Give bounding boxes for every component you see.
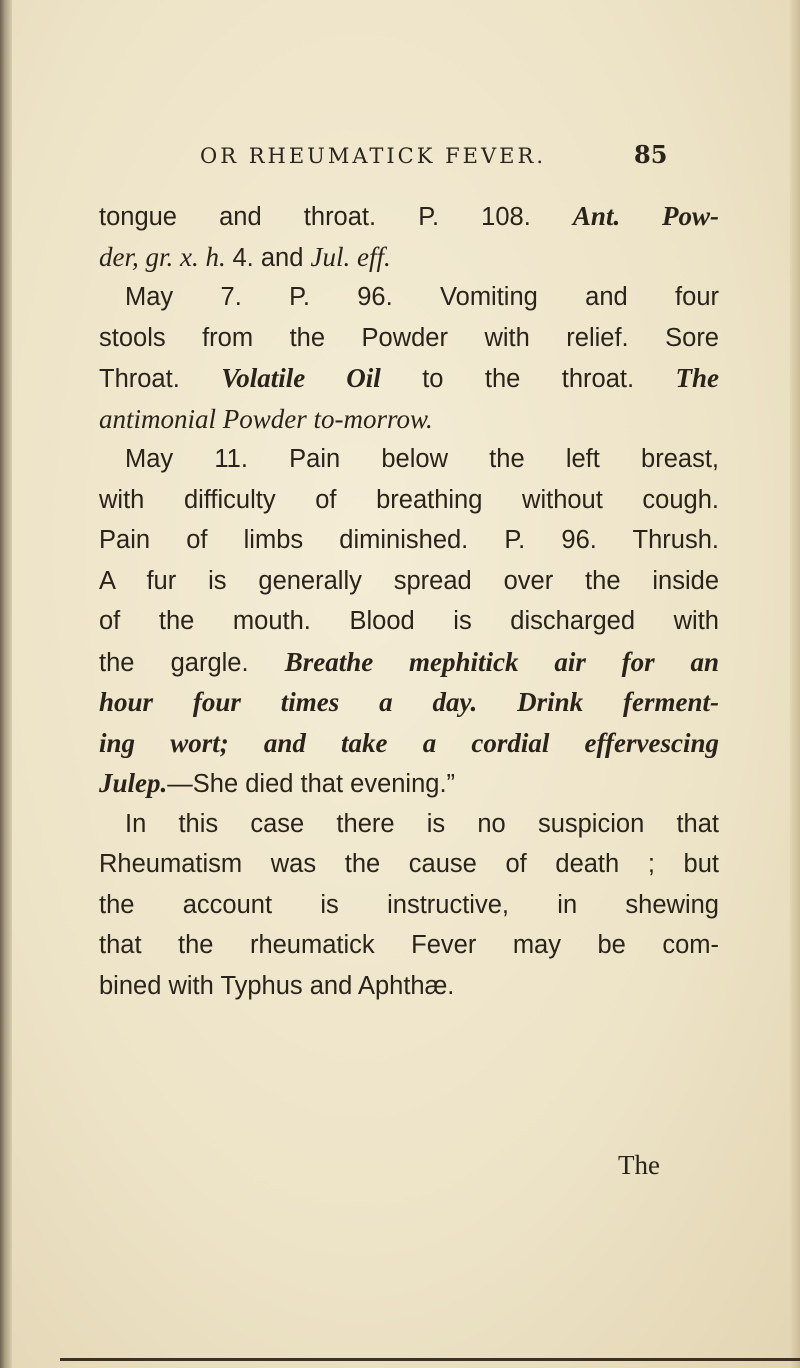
text-run: 4. and — [232, 243, 311, 272]
text-line-8: with difficulty of breathing without cough. — [99, 485, 719, 514]
text-line-1 — [99, 196, 719, 237]
body-text — [99, 196, 719, 1006]
text-line-9: Pain of limbs diminished. P. 96. Thrush. — [99, 526, 719, 554]
text-run: the gargle. — [99, 648, 285, 677]
text-run-italic: Julep. — [99, 768, 168, 798]
page-binding-shadow — [0, 0, 12, 1368]
text-line-11: of the mouth. Blood is discharged with — [99, 607, 719, 635]
text-line-20: bined with Typhus and Aphthæ. — [99, 971, 455, 1000]
text-line-16: In this case there is no suspicion that — [125, 809, 719, 838]
catchword: The — [618, 1150, 660, 1180]
page-number: 85 — [634, 140, 668, 169]
text-line-5 — [99, 358, 719, 399]
text-line-3: May 7. P. 96. Vomiting and four — [125, 283, 719, 311]
text-line-6: antimonial Powder to-morrow. — [99, 403, 433, 434]
text-run: tongue and throat. P. 108. — [99, 203, 573, 231]
page-edge — [790, 0, 800, 1368]
text-run-italic: Breathe mephitick air for an — [284, 646, 719, 677]
text-line-4: stools from the Powder with relief. Sore — [99, 323, 719, 352]
text-line-13: hour four times a day. Drink ferment- — [99, 687, 719, 717]
running-title: OR RHEUMATICK FEVER. — [200, 144, 546, 168]
text-line-12 — [99, 642, 719, 683]
text-run-italic: The — [675, 363, 719, 393]
text-line-14: ing wort; and take a cordial effervescing — [99, 727, 719, 758]
text-line-2 — [99, 237, 719, 278]
text-run-italic: Volatile Oil — [221, 363, 381, 393]
text-run: to the throat. — [380, 365, 676, 393]
text-run-italic: Jul. eff. — [310, 241, 391, 272]
text-line-15 — [99, 763, 719, 804]
text-line-17: Rheumatism was the cause of death ; but — [99, 850, 719, 878]
text-run-italic: Ant. Pow- — [572, 201, 719, 231]
bottom-rule — [60, 1358, 800, 1361]
page-header — [200, 140, 668, 180]
text-run: —She died that evening.” — [167, 770, 456, 798]
text-line-10: A fur is generally spread over the inside — [99, 566, 719, 595]
text-line-18: the account is instructive, in shewing — [99, 890, 719, 919]
text-run: Throat. — [99, 365, 222, 393]
text-line-19: that the rheumatick Fever may be com- — [99, 931, 719, 959]
text-line-7: May 11. Pain below the left breast, — [125, 445, 719, 473]
text-run-italic: der, gr. x. h. — [99, 241, 233, 272]
